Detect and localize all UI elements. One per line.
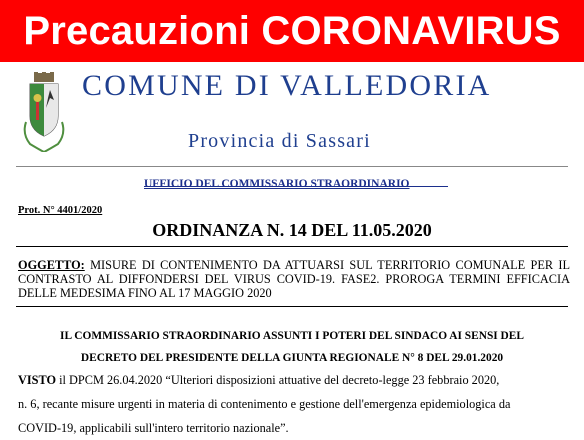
subject-text: MISURE DI CONTENIMENTO DA ATTUARSI SUL TERRITORIO COMUNALE PER IL CONTRASTO AL DIFFONDERSI DEL VIRUS COVID-19. FASE2. PROROGA TERMINI EFFICACIA DELLE MEDESIMA FINO AL 17 MAGGIO 2020 bbox=[18, 258, 570, 300]
visto-line-1 bbox=[18, 368, 568, 392]
municipal-coat-of-arms-icon bbox=[20, 72, 68, 152]
office-heading-rule bbox=[144, 186, 448, 187]
subject-paragraph bbox=[18, 258, 570, 300]
visto-line-2: n. 6, recante misure urgenti in materia di contenimento e gestione dell'emergenza epidemiologica da bbox=[18, 397, 511, 411]
visto-label: VISTO bbox=[18, 373, 57, 387]
commissioner-heading bbox=[0, 325, 584, 369]
office-heading: UFFICIO DEL COMMISSARIO STRAORDINARIO bbox=[144, 178, 410, 190]
provincia-subtitle: Provincia di Sassari bbox=[188, 130, 371, 152]
subject-label: OGGETTO: bbox=[18, 258, 85, 272]
banner-title: Precauzioni CORONAVIRUS bbox=[23, 9, 561, 53]
subject-bottom-rule bbox=[16, 306, 568, 307]
ordinance-title: ORDINANZA N. 14 DEL 11.05.2020 bbox=[152, 220, 432, 240]
visto-text-1: il DPCM 26.04.2020 “Ulteriori disposizioni attuative del decreto-legge 23 febbraio 2020, bbox=[56, 373, 500, 387]
visto-paragraph bbox=[18, 368, 568, 440]
comune-title: COMUNE DI VALLEDORIA bbox=[82, 69, 492, 102]
commissioner-heading-line-2: DECRETO DEL PRESIDENTE DELLA GIUNTA REGIONALE N° 8 DEL 29.01.2020 bbox=[80, 352, 504, 364]
commissioner-heading-line-1: IL COMMISSARIO STRAORDINARIO ASSUNTI I POTERI DEL SINDACO AI SENSI DEL bbox=[60, 330, 524, 342]
visto-line-3: COVID-19, applicabili sull'intero territorio nazionale”. bbox=[18, 421, 289, 435]
header-divider bbox=[16, 166, 568, 167]
precautions-banner bbox=[0, 0, 584, 62]
subject-top-rule bbox=[16, 246, 568, 247]
protocol-number: Prot. N° 4401/2020 bbox=[18, 205, 103, 216]
